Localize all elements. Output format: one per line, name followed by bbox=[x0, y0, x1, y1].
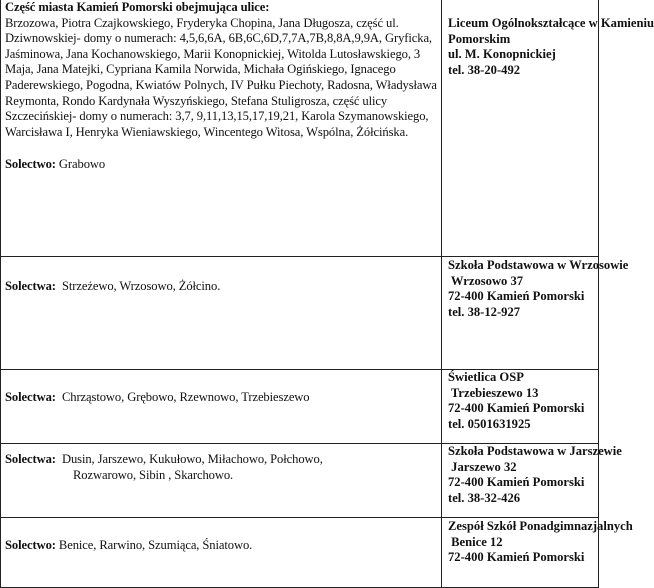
place-name: Szkoła Podstawowa w Wrzosowie bbox=[448, 258, 629, 272]
village-list-line-1: Dusin, Jarszewo, Kukułowo, Miłachowo, Połchowo, bbox=[61, 452, 323, 466]
solectwo-label: Solectwo: bbox=[5, 538, 56, 552]
place-phone: tel. 38-32-426 bbox=[448, 490, 521, 505]
polling-place-cell bbox=[442, 257, 629, 370]
village-list: Benice, Rarwino, Szumiąca, Śniatowo. bbox=[58, 538, 253, 552]
table-row bbox=[1, 0, 599, 257]
place-phone: tel. 0501631925 bbox=[448, 416, 531, 431]
place-address: 72-400 Kamień Pomorski bbox=[448, 401, 585, 416]
table-row bbox=[1, 370, 599, 444]
place-village: Benice 12 bbox=[448, 534, 503, 549]
village-list: Chrząstowo, Grębowo, Rzewnowo, Trzebieszewo bbox=[61, 390, 310, 404]
place-address: ul. M. Konopnickiej bbox=[448, 47, 556, 62]
place-address: 72-400 Kamień Pomorski bbox=[448, 289, 585, 304]
village-list: Strzeżewo, Wrzosowo, Żółcino. bbox=[61, 279, 221, 293]
solectwo-value: Grabowo bbox=[58, 157, 106, 172]
place-address: 72-400 Kamień Pomorski bbox=[448, 475, 585, 490]
table-row bbox=[1, 444, 599, 518]
place-address: 72-400 Kamień Pomorski bbox=[448, 550, 585, 565]
polling-place-cell bbox=[442, 444, 622, 518]
solectwa-label: Solectwa: bbox=[5, 390, 56, 404]
table-row bbox=[1, 257, 599, 370]
area-cell bbox=[1, 444, 442, 518]
place-name: Świetlica OSP bbox=[448, 370, 524, 384]
solectwa-label: Solectwa: bbox=[5, 452, 56, 466]
area-cell bbox=[1, 257, 442, 370]
polling-place-cell bbox=[442, 518, 633, 588]
area-cell bbox=[1, 518, 442, 588]
table-row bbox=[1, 518, 599, 588]
place-village: Trzebieszewo 13 bbox=[448, 385, 539, 400]
place-name-cont: Pomorskim bbox=[448, 31, 511, 46]
polling-place-cell bbox=[442, 370, 599, 444]
place-village: Wrzosowo 37 bbox=[448, 273, 524, 288]
solectwa-label: Solectwa: bbox=[5, 279, 56, 293]
place-name: Szkoła Podstawowa w Jarszewie bbox=[448, 444, 622, 458]
place-name: Liceum Ogólnokształcące w Kamieniu bbox=[448, 16, 654, 30]
area-cell bbox=[1, 370, 442, 444]
village-list-line-2: Rozwarowo, Sibin , Skarchowo. bbox=[73, 467, 234, 482]
place-phone: tel. 38-20-492 bbox=[448, 62, 521, 77]
area-heading: Część miasta Kamień Pomorski obejmująca ulice: bbox=[5, 0, 270, 14]
street-list: Brzozowa, Piotra Czajkowskiego, Fryderyka Chopina, Jana Długosza, część ul. Dziwnowskiej- domy o numerach: 4,5,6,6A, 6B,6C,6D,7,7A,7B,8,8A,9,9A, Gryficka, Jaśminowa, Jana Kochanowskiego, Marii Konopnickiej, Witolda Lutosławskiego, 3 Maja, Jana Matejki, Cypriana Kamila Norwida, Michała Ogińskiego, Ignacego Paderewskiego, Pogodna, Kwiatów Polnych, IV Pułku Piechoty, Radosna, Władysława Reymonta, Rondo Kardynała Wyszyńskiego, Stefana Stuligrosza, część ulicy Szczecińskiej- domy o numerach: 3,7, 9,11,13,15,17,19,21, Karola Szymanowskiego, Warcisława I, Henryka Wieniawskiego, Wincentego Witosa, Wspólna, Żółcińska. bbox=[5, 15, 437, 139]
area-cell bbox=[1, 0, 442, 257]
solectwo-label: Solectwo: bbox=[5, 157, 56, 172]
place-name: Zespół Szkół Ponadgimnazjalnych bbox=[448, 519, 633, 533]
place-phone: tel. 38-12-927 bbox=[448, 304, 521, 319]
polling-place-cell bbox=[442, 0, 654, 257]
place-village: Jarszewo 32 bbox=[448, 459, 517, 474]
